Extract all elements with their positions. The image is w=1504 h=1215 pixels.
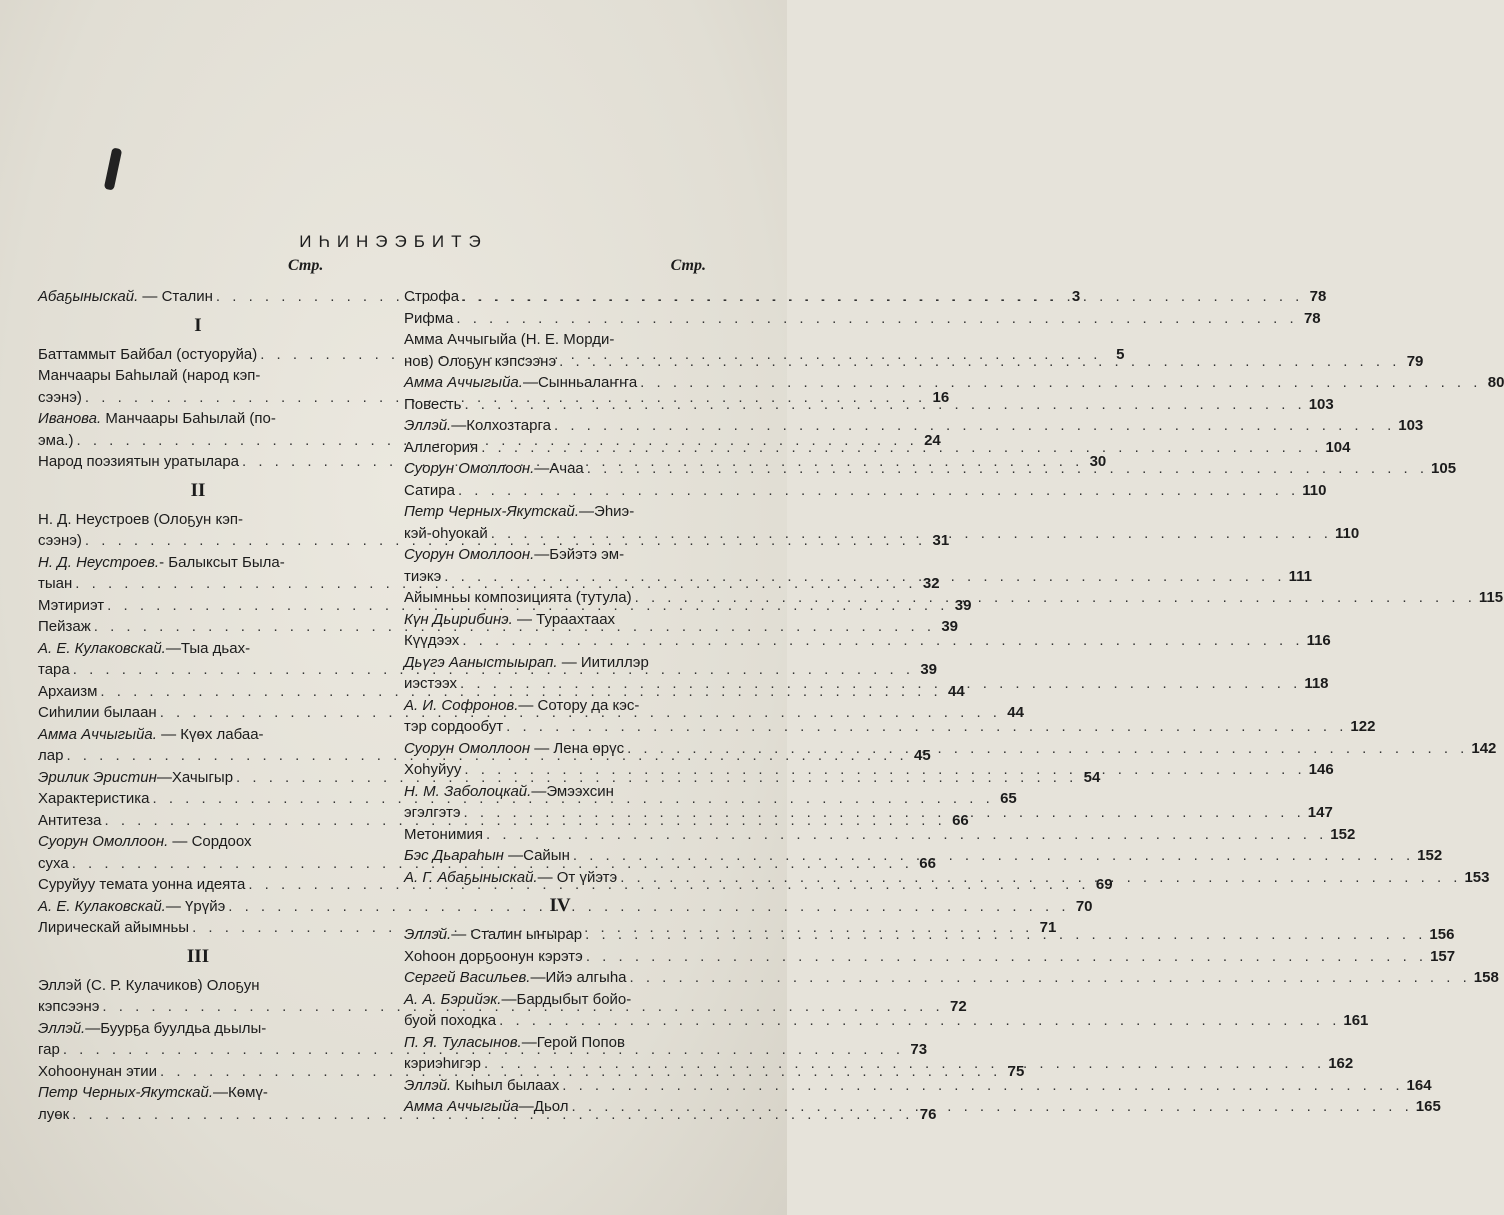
entry-text (38, 659, 70, 681)
page-number: 39 (941, 618, 959, 635)
toc-entry (404, 824, 1356, 846)
toc-entry (404, 415, 1424, 437)
entry-author: Амма Аччыгыйа. (404, 374, 523, 391)
entry-title: тара (38, 661, 70, 678)
entry-title: —Сайын (503, 847, 570, 864)
page-number: 31 (932, 532, 950, 549)
entry-text (404, 759, 461, 781)
entry-text (404, 967, 627, 989)
entry-text (404, 458, 584, 480)
entry-text (38, 996, 99, 1018)
entry-title: — Иитиллэр (557, 653, 649, 671)
entry-title: — Күөх лабаа- (156, 725, 264, 743)
entry-author: П. Я. Туласынов. (404, 1033, 522, 1051)
entry-title: Хоһоон дорҕоонун кэрэтэ (404, 947, 583, 965)
entry-author: Амма Аччыгыйа (404, 1098, 519, 1115)
leader-dots (562, 1075, 1403, 1097)
toc-entry-line (38, 1018, 358, 1040)
entry-title: —Колхозтарга (451, 417, 551, 434)
page-number: 110 (1302, 481, 1327, 499)
entry-author: А. А. Бэрийэк. (404, 990, 502, 1008)
entry-title: — Лена өрүс (530, 739, 625, 757)
entry-title: —Көмү- (213, 1084, 268, 1101)
entry-text (404, 673, 457, 695)
page-number: 39 (920, 661, 937, 678)
leader-dots (585, 924, 1426, 946)
toc-entry (404, 716, 1376, 738)
entry-title: —Ийэ алгыһа (530, 969, 627, 986)
page-number: 3 (1071, 288, 1081, 305)
entry-title: Күүдээх (404, 632, 460, 649)
entry-title: Амма Аччыгыйа (Н. Е. Морди- (404, 331, 615, 348)
entry-title: тэр сордообут (404, 718, 504, 735)
entry-author: Дьүгэ Ааныстыырап. (404, 653, 558, 671)
toc-entry-line (38, 1082, 358, 1104)
entry-author: Н. М. Заболоцкай. (404, 782, 532, 800)
entry-author: Суорун Омоллоон (404, 739, 531, 757)
leader-dots (573, 845, 1414, 867)
entry-text (38, 451, 239, 473)
toc-entry (404, 286, 1327, 308)
leader-dots (572, 1096, 1413, 1118)
ink-mark (104, 147, 123, 190)
toc-entry-line (404, 652, 716, 674)
entry-text (404, 716, 503, 738)
entry-text (38, 767, 233, 789)
page-number: 142 (1471, 739, 1497, 757)
page-number: 66 (919, 854, 936, 872)
entry-title: — Тураахтаах (512, 610, 616, 628)
entry-author: А. Е. Кулаковскай. (38, 639, 166, 657)
page-column-label: Стр. (670, 257, 706, 274)
entry-title: кэпсээнэ (38, 998, 100, 1015)
toc-entry-line (38, 552, 358, 574)
entry-title: Народ поэзиятын уратылара (38, 453, 239, 470)
page-number: 111 (1288, 567, 1312, 585)
page-number: 147 (1307, 804, 1333, 821)
toc-entry-line (404, 781, 716, 803)
entry-author: Эллэй. (38, 1019, 86, 1037)
entry-title: Хоһуйуу (404, 761, 462, 778)
page-column-label: Стр. (288, 257, 324, 274)
entry-title: — От үйэтэ (537, 868, 618, 886)
entry-title: —Ачаа (534, 460, 584, 477)
leader-dots (620, 867, 1461, 889)
entry-title: Лирическай айымньы (38, 919, 190, 936)
entry-title: Хоһоонунан этии (38, 1062, 158, 1080)
page-number: 70 (1075, 897, 1093, 915)
entry-title: буой походка (404, 1012, 497, 1029)
page-title: ИҺИНЭЭБИТЭ (299, 232, 488, 251)
entry-title: —Сынньалаҥҥа (522, 374, 638, 391)
page-number: 80 (1487, 374, 1504, 391)
leader-dots (491, 523, 1332, 545)
entry-title: суха (38, 854, 69, 872)
page-number: 79 (1406, 352, 1424, 370)
entry-text (38, 788, 150, 810)
entry-author: А. Е. Кулаковскай. (38, 897, 166, 915)
leader-dots (464, 759, 1305, 781)
page-number: 24 (924, 431, 941, 449)
entry-title: —Бэйэтэ эм- (534, 546, 625, 563)
page-number: 78 (1309, 288, 1327, 305)
page-number: 75 (1007, 1062, 1025, 1080)
toc-entry-line (38, 975, 358, 997)
page-number: 30 (1089, 453, 1107, 470)
toc-entry-line (404, 989, 716, 1011)
page-number: 65 (1000, 790, 1017, 807)
entry-text (38, 530, 82, 552)
entry-text (404, 566, 441, 588)
leader-dots (559, 351, 1400, 373)
page-number: 44 (948, 682, 965, 700)
page-number: 44 (1007, 704, 1024, 721)
page-number: 71 (1039, 919, 1057, 936)
entry-text (38, 1061, 157, 1083)
entry-text (404, 824, 483, 846)
entry-title: лар (38, 747, 64, 764)
entry-author: А. И. Софронов. (404, 696, 519, 714)
entry-text (38, 344, 257, 366)
entry-title: —Герой Попов (521, 1033, 625, 1051)
page-number: 69 (1095, 876, 1113, 893)
page-number: 73 (910, 1041, 928, 1058)
entry-title: Айымньы композицията (тутула) (404, 589, 632, 606)
leader-dots (506, 716, 1347, 738)
entry-title: Строфа (404, 288, 460, 305)
leader-dots (460, 673, 1301, 695)
entry-text (404, 437, 478, 459)
entry-text (404, 1053, 481, 1075)
entry-title: нов) Олоҕун кэпсээнэ (404, 352, 557, 370)
entry-text (404, 523, 488, 545)
entry-title: - Балыксыт Была- (159, 553, 285, 571)
page-number: 5 (1116, 345, 1125, 363)
leader-dots (464, 802, 1305, 824)
entry-text (38, 810, 101, 832)
entry-author: Суорун Омоллоон. (38, 833, 169, 850)
entry-text (38, 745, 63, 767)
toc-entry (404, 351, 1424, 373)
entry-title: эма.) (38, 431, 74, 449)
toc-entry (404, 630, 1331, 652)
entry-text (38, 286, 213, 308)
page-number: 122 (1350, 718, 1376, 735)
entry-text (404, 1010, 496, 1032)
leader-dots (458, 480, 1299, 502)
entry-title: Манчаары Баһылай (по- (101, 410, 276, 427)
entry-text (404, 372, 637, 394)
entry-text (404, 630, 459, 652)
page-number: 104 (1325, 438, 1351, 456)
leader-dots (627, 738, 1468, 760)
entry-text (404, 351, 556, 373)
entry-title: Метонимия (404, 825, 484, 843)
entry-author: Н. Д. Неустроев. (38, 553, 160, 571)
entry-author: Эллэй. (404, 417, 452, 434)
page-number: 45 (914, 747, 931, 764)
page-number: 54 (1083, 768, 1101, 786)
entry-text (38, 1039, 60, 1061)
entry-text (404, 308, 453, 330)
page-number: 157 (1430, 947, 1456, 965)
leader-dots (586, 946, 1427, 968)
page-number: 16 (932, 388, 950, 406)
toc-entry (404, 1010, 1369, 1032)
page-number: 66 (952, 811, 969, 829)
entry-title: Характеристика (38, 790, 150, 807)
leader-dots (484, 1053, 1325, 1075)
entry-title: Мэтириэт (38, 596, 105, 614)
toc-entry (404, 480, 1327, 502)
page-number: 152 (1417, 847, 1443, 864)
page-number: 118 (1304, 675, 1329, 692)
entry-title: кэй-оһуокай (404, 524, 488, 542)
page-number: 39 (954, 596, 972, 614)
entry-text (404, 286, 459, 308)
entry-title: — Сотору да кэс- (518, 696, 640, 714)
entry-text (38, 573, 72, 595)
page-number: 165 (1415, 1098, 1441, 1115)
entry-title: —Буурҕа буулдьа дьылы- (85, 1019, 267, 1037)
entry-author: Петр Черных-Якутскай. (38, 1084, 214, 1101)
entry-title: —Тыа дьах- (165, 639, 251, 657)
entry-text (404, 394, 461, 416)
entry-text (38, 702, 157, 724)
leader-dots (486, 824, 1327, 846)
entry-text (404, 946, 583, 968)
toc-entry-line (404, 501, 716, 523)
page-number: 158 (1473, 969, 1499, 986)
entry-text (38, 387, 82, 409)
page-number: 164 (1406, 1076, 1432, 1094)
entry-title: Сиһилии былаан (38, 704, 157, 721)
entry-text (404, 924, 582, 946)
leader-dots (481, 437, 1322, 459)
entry-text (404, 867, 617, 889)
entry-title: —Эмээхсин (531, 782, 614, 800)
entry-title: Кыһыл былаах (451, 1076, 560, 1094)
toc-entry (404, 308, 1321, 330)
page-number: 146 (1308, 761, 1334, 778)
entry-text (38, 1104, 69, 1126)
leader-dots (630, 967, 1471, 989)
entry-author: Бэс Дьараһын (404, 847, 504, 864)
entry-text (404, 738, 624, 760)
entry-title: — Сталин ыҥырар (451, 926, 583, 943)
page-number: 72 (950, 998, 967, 1015)
entry-title: Баттаммыт Байбал (остуоруйа) (38, 345, 258, 363)
entry-text (38, 595, 104, 617)
leader-dots (499, 1010, 1340, 1032)
entry-title: иэстээх (404, 675, 458, 692)
entry-title: Пейзаж (38, 618, 91, 635)
leader-dots (640, 372, 1481, 394)
page-number: 105 (1431, 460, 1457, 477)
page-number: 103 (1398, 417, 1424, 434)
section-numeral: I (194, 314, 202, 336)
entry-author: Иванова. (38, 410, 102, 427)
section-numeral: III (186, 945, 210, 967)
page-number: 162 (1328, 1055, 1354, 1072)
entry-text (38, 616, 91, 638)
entry-title: Архаизм (38, 682, 98, 700)
entry-title: — Сордоох (168, 833, 252, 850)
entry-text (404, 845, 570, 867)
toc-entry-line (38, 724, 358, 746)
page-number: 32 (922, 575, 940, 592)
toc-entry-line (404, 329, 716, 351)
toc-entry-line (404, 1032, 716, 1054)
entry-title: Манчаары Баһылай (народ кэп- (38, 367, 261, 384)
toc-entry-line (404, 609, 716, 631)
page-number: 103 (1308, 395, 1334, 413)
entry-author: Күн Дьирибинэ. (404, 610, 513, 628)
leader-dots (462, 286, 1303, 308)
entry-author: Петр Черных-Якутскай. (404, 503, 580, 520)
entry-title: — Сталин (138, 288, 213, 305)
entry-text (38, 896, 225, 918)
entry-title: Повесть (404, 395, 462, 413)
entry-title: сээнэ) (38, 532, 82, 549)
entry-title: сээнэ) (38, 388, 82, 406)
entry-text (404, 802, 461, 824)
entry-title: тиэкэ (404, 567, 442, 585)
toc-entry-line (38, 365, 358, 387)
page-number: 78 (1303, 309, 1321, 327)
page-number: 115 (1478, 589, 1504, 606)
entry-title: —Бардыбыт бойо- (501, 990, 632, 1008)
entry-title: гар (38, 1041, 60, 1058)
page-number: 156 (1429, 926, 1455, 943)
entry-author: Сергей Васильев. (404, 969, 531, 986)
leader-dots (635, 587, 1476, 609)
entry-title: Сатира (404, 481, 455, 499)
toc-entry-line (38, 509, 358, 531)
entry-title: Н. Д. Неустроев (Олоҕун кэп- (38, 510, 243, 528)
entry-text (38, 917, 189, 939)
entry-author: Эрилик Эристин (38, 768, 157, 786)
page-number: 152 (1330, 825, 1356, 843)
entry-title: —Хачыгыр (156, 768, 234, 786)
entry-author: Суорун Омоллоон. (404, 460, 535, 477)
toc-entry (404, 946, 1456, 968)
section-numeral: IV (549, 895, 571, 916)
leader-dots (587, 458, 1428, 480)
entry-title: эгэлгэтэ (404, 804, 461, 821)
toc-entry (404, 967, 1499, 989)
toc-entry (404, 372, 1504, 394)
entry-text (38, 874, 245, 896)
entry-text (404, 1096, 569, 1118)
leader-dots (444, 566, 1285, 588)
entry-title: —Дьол (518, 1098, 569, 1115)
leader-dots (464, 394, 1305, 416)
toc-entry-line (38, 638, 358, 660)
leader-dots (456, 308, 1297, 330)
entry-title: Антитеза (38, 811, 102, 829)
entry-text (404, 587, 632, 609)
entry-title: луөк (38, 1105, 70, 1123)
entry-title: Аллегория (404, 438, 479, 456)
entry-author: Суорун Омоллоон. (404, 546, 535, 563)
toc-entry-line (38, 831, 358, 853)
entry-author: Эллэй. (404, 1076, 452, 1094)
entry-title: Эллэй (С. Р. Кулачиков) Олоҕун (38, 976, 260, 994)
leader-dots (462, 630, 1303, 652)
page-number: 116 (1306, 632, 1331, 649)
page-number: 76 (919, 1105, 937, 1123)
entry-text (404, 415, 551, 437)
entry-text (404, 1075, 559, 1097)
toc-entry (404, 1075, 1432, 1097)
entry-author: Амма Аччыгыйа. (38, 725, 157, 743)
entry-title: Суруйуу темата уонна идеята (38, 876, 246, 893)
entry-text (38, 681, 97, 703)
section-numeral: II (190, 479, 206, 501)
entry-text (38, 430, 73, 452)
entry-author: Эллэй. (404, 926, 452, 943)
entry-title: тыан (38, 575, 73, 592)
entry-text (38, 853, 69, 875)
page-number: 110 (1334, 524, 1360, 542)
entry-title: Рифма (404, 309, 454, 327)
entry-author: Абаҕыныскай. (38, 288, 139, 305)
toc-entry-line (38, 408, 358, 430)
toc-entry-line (404, 695, 716, 717)
entry-title: —Эһиэ- (579, 503, 635, 520)
entry-text (404, 480, 455, 502)
entry-title: — Үрүйэ (165, 897, 226, 915)
entry-author: А. Г. Абаҕыныскай. (404, 868, 538, 886)
leader-dots (554, 415, 1395, 437)
toc-entry-line (404, 544, 716, 566)
page-number: 153 (1464, 868, 1490, 886)
entry-title: кэриэһигэр (404, 1055, 481, 1072)
page-number: 161 (1343, 1012, 1369, 1029)
